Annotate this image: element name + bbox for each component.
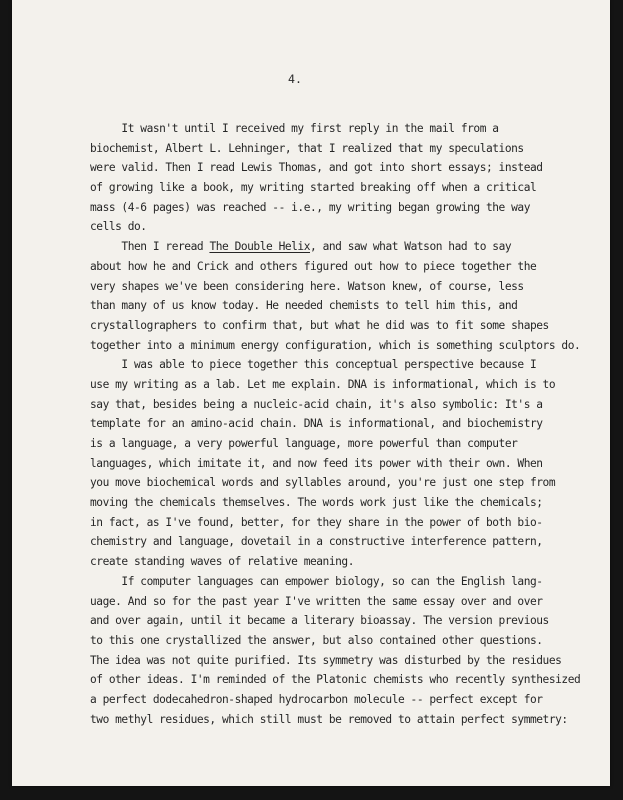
text-line: a perfect dodecahedron-shaped hydrocarbon molecule -- perfect except for (90, 692, 543, 706)
text-line: use my writing as a lab. Let me explain. DNA is informational, which is to (90, 377, 556, 391)
text-line: of other ideas. I'm reminded of the Platonic chemists who recently synthesized (90, 673, 581, 687)
text-line: cells do. (90, 220, 147, 234)
text-line-with-title (90, 237, 590, 257)
text-line: of growing like a book, my writing started breaking off when a critical (90, 181, 537, 195)
text-line: you move biochemical words and syllables around, you're just one step from (90, 476, 556, 490)
text-segment: Then I reread (90, 240, 210, 254)
text-line: create standing waves of relative meaning. (90, 555, 354, 569)
book-title: The Double Helix (209, 240, 311, 254)
text-line: biochemist, Albert L. Lehninger, that I realized that my speculations (90, 141, 524, 155)
text-line: about how he and Crick and others figured out how to piece together the (90, 259, 537, 273)
text-line: is a language, a very powerful language, more powerful than computer (90, 437, 518, 450)
text-segment: , and saw what Watson had to say (310, 240, 512, 254)
text-line: languages, which imitate it, and now feed its power with their own. When (90, 456, 543, 470)
text-line: in fact, as I've found, better, for they share in the power of both bio- (90, 515, 543, 529)
text-line: mass (4-6 pages) was reached -- i.e., my writing began growing the way (90, 200, 530, 214)
text-line: crystallographers to confirm that, but what he did was to fit some shapes (90, 318, 549, 332)
text-line: If computer languages can empower biology, so can the English lang- (90, 574, 543, 588)
body-text (90, 119, 590, 729)
text-line: I was able to piece together this conceptual perspective because I (90, 358, 537, 372)
text-line: very shapes we've been considering here. Watson knew, of course, less (90, 279, 524, 293)
text-line: moving the chemicals themselves. The words work just like the chemicals; (90, 496, 543, 510)
text-line: uage. And so for the past year I've written the same essay over and over (90, 594, 543, 608)
text-line: say that, besides being a nucleic-acid chain, it's also symbolic: It's a (90, 397, 543, 411)
text-line: template for an amino-acid chain. DNA is informational, and biochemistry (90, 417, 543, 431)
typed-page (12, 0, 610, 786)
text-line: to this one crystallized the answer, but also contained other questions. (90, 633, 543, 647)
text-line: and over again, until it became a literary bioassay. The version previous (90, 614, 549, 628)
text-line: were valid. Then I read Lewis Thomas, and got into short essays; instead (90, 161, 543, 175)
text-line: chemistry and language, dovetail in a constructive interference pattern, (90, 535, 543, 549)
text-line: than many of us know today. He needed chemists to tell him this, and (90, 299, 518, 313)
text-line: two methyl residues, which still must be removed to attain perfect symmetry: (90, 712, 568, 726)
text-line: The idea was not quite purified. Its symmetry was disturbed by the residues (90, 653, 562, 667)
text-line: It wasn't until I received my first reply in the mail from a (90, 122, 499, 135)
text-line: together into a minimum energy configuration, which is something sculptors do. (90, 338, 581, 352)
page-number: 4. (288, 72, 302, 86)
